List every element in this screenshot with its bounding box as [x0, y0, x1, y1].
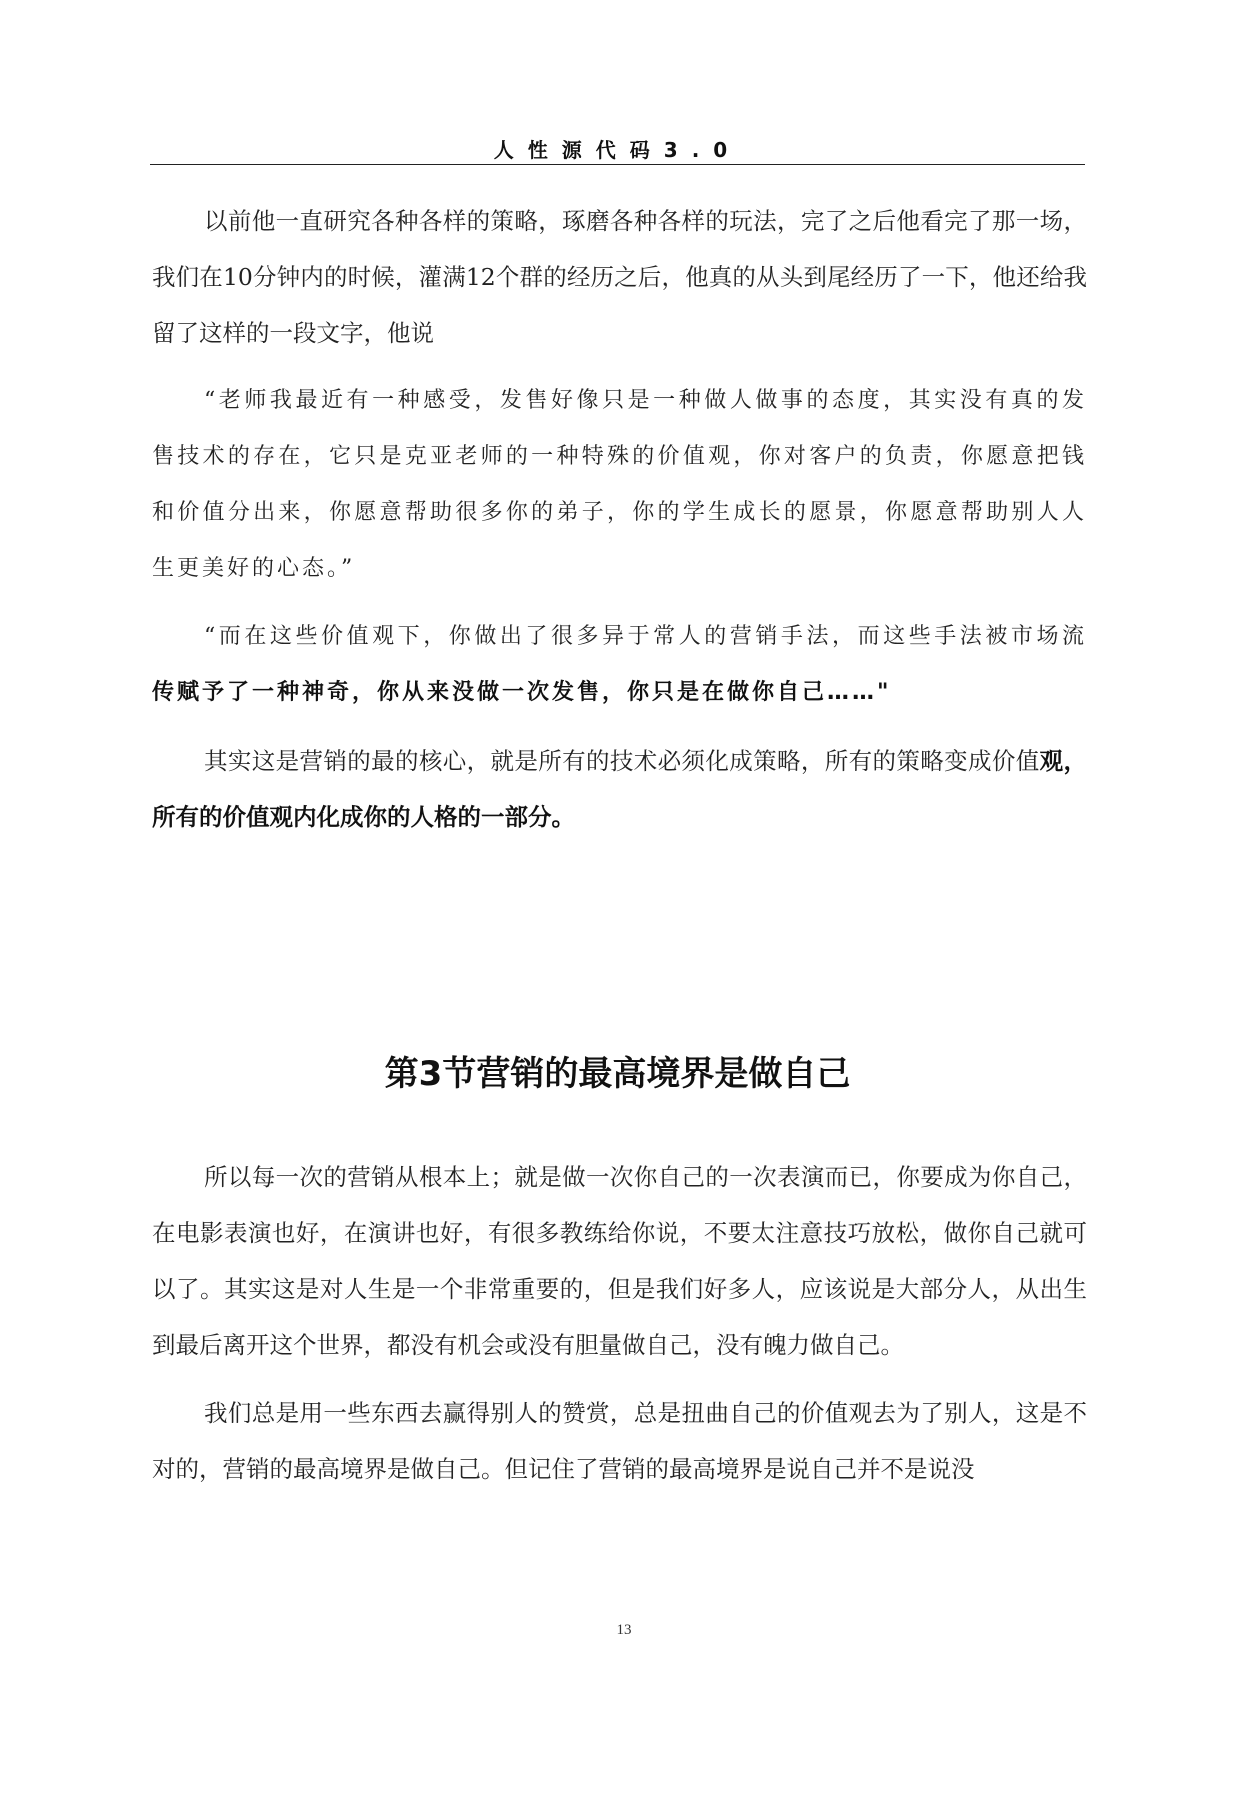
quote-paragraph-1: “老师我最近有一种感受，发售好像只是一种做人做事的态度，其实没有真的发售技术的存在，它只是克亚老师的一种特殊的价值观，你对客户的负责，你愿意把钱和价值分出来，你愿意帮助很多你的弟子，你的学生成长的愿景，你愿意帮助别人人生更美好的心态。” [152, 388, 1087, 581]
header-rule [150, 164, 1085, 165]
running-header-title: 人性源代码3.0 [493, 138, 742, 162]
quote-2-text: “而在这些价值观下，你做出了很多异于常人的营销手法，而这些手法被市场流 [204, 624, 1087, 649]
core-emphasis: 观，所有的价值观内化成你的人格的一部分。 [152, 747, 1087, 831]
body-text-upper [152, 193, 1087, 845]
paragraph-intro: 以前他一直研究各种各样的策略，琢磨各种各样的玩法，完了之后他看完了那一场，我们在10分钟内的时候，灌满12个群的经历之后，他真的从头到尾经历了一下，他还给我留了这样的一段文字，他说 [152, 207, 1087, 347]
section-paragraph-2: 我们总是用一些东西去赢得别人的赞赏，总是扭曲自己的价值观去为了别人，这是不对的，营销的最高境界是做自己。但记住了营销的最高境界是说自己并不是说没 [152, 1399, 1087, 1483]
quote-paragraph-2 [152, 609, 1087, 721]
section-heading: 第3节营销的最高境界是做自己 [384, 1054, 851, 1094]
page-number: 13 [616, 1622, 632, 1638]
body-text-lower [152, 1149, 1087, 1497]
core-text: 其实这是营销的最的核心，就是所有的技术必须化成策略，所有的策略变成价值 [204, 747, 1040, 775]
quote-2-emphasis: 传赋予了一种神奇，你从来没做一次发售，你只是在做你自己……" [152, 680, 892, 705]
paragraph-core [152, 733, 1087, 845]
section-paragraph-1: 所以每一次的营销从根本上；就是做一次你自己的一次表演而已，你要成为你自己，在电影表演也好，在演讲也好，有很多教练给你说，不要太注意技巧放松，做你自己就可以了。其实这是对人生是一个非常重要的，但是我们好多人，应该说是大部分人，从出生到最后离开这个世界，都没有机会或没有胆量做自己，没有魄力做自己。 [152, 1163, 1087, 1359]
